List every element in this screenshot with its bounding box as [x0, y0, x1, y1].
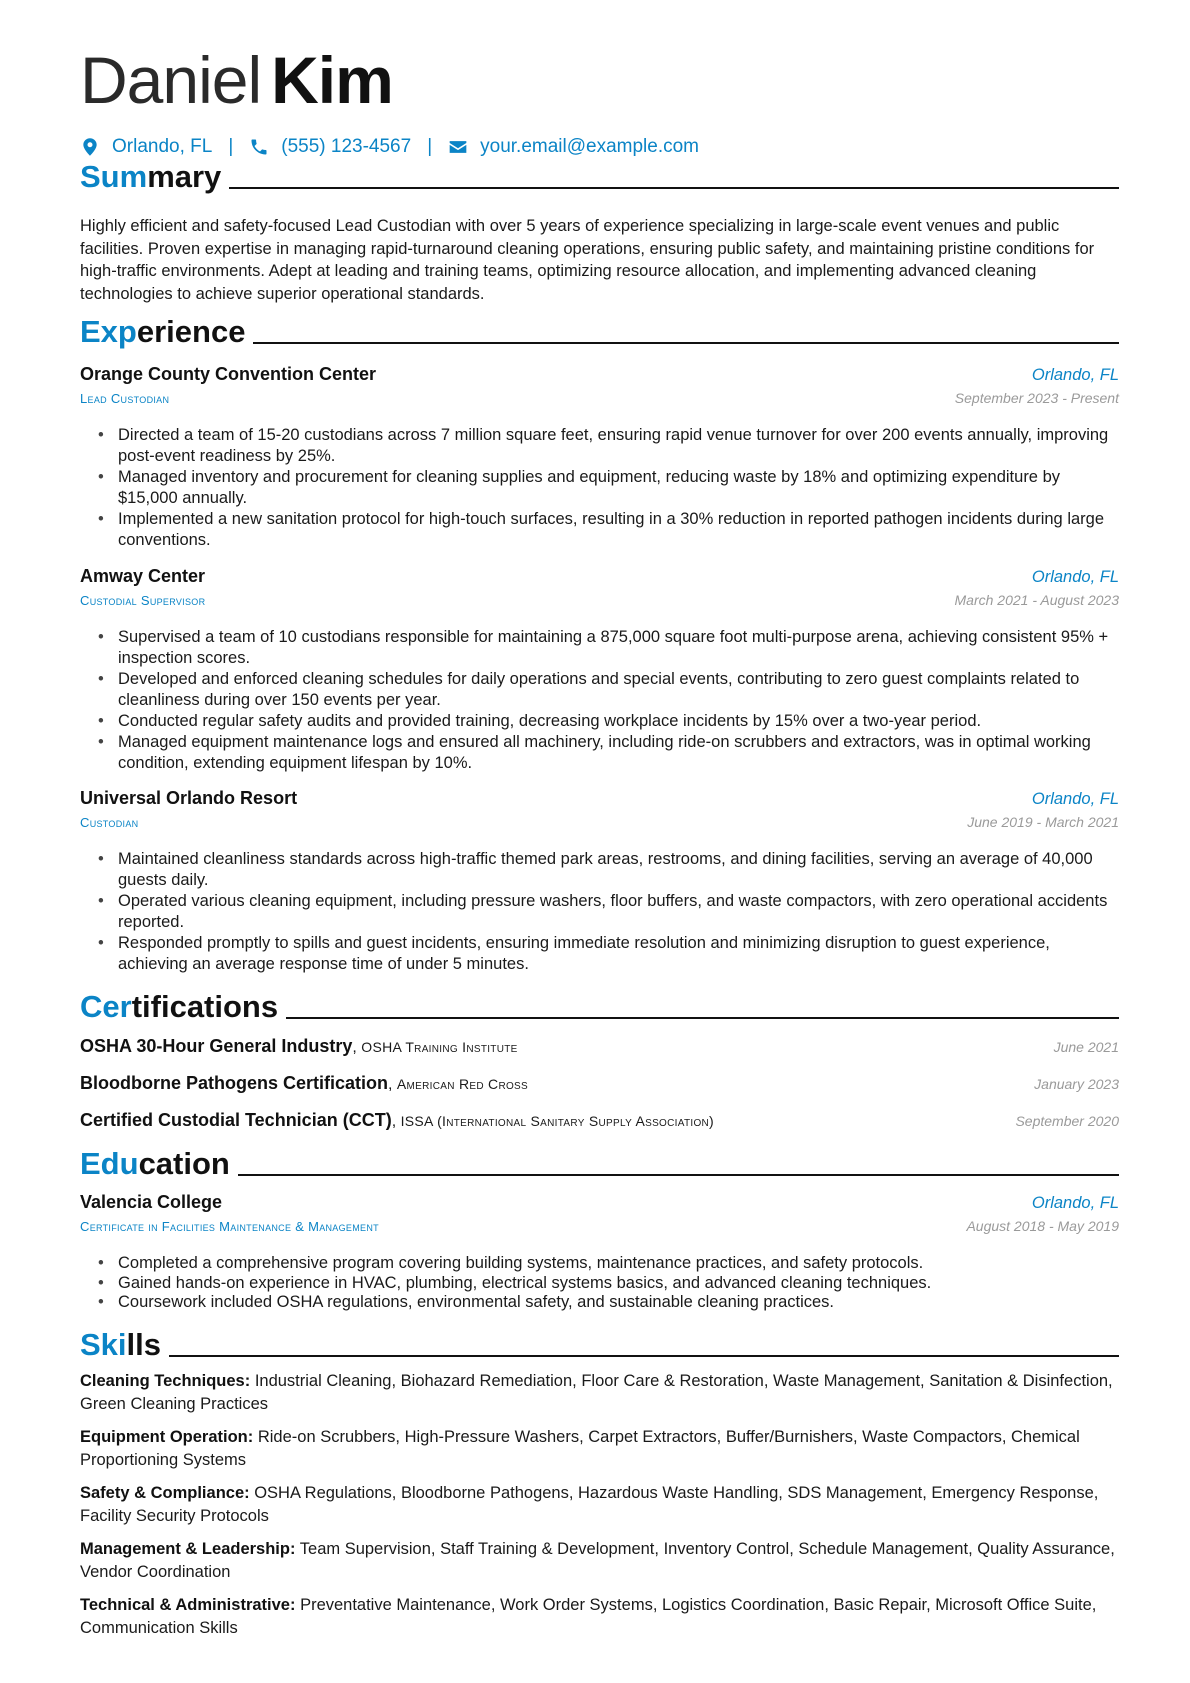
location-text: Orlando, FL	[112, 136, 213, 157]
section-rule	[238, 1174, 1119, 1176]
skill-value: Team Supervision, Staff Training & Development, Inventory Control, Schedule Management, Quality Assurance, Vendor Coordination	[80, 1540, 1115, 1581]
skill-label: Equipment Operation:	[80, 1428, 254, 1446]
list-item: • Managed equipment maintenance logs and ensured all machinery, including ride-on scrubbers and extractors, was in optimal working condition, extending equipment lifespan by 10%.	[98, 732, 1119, 774]
skill-label: Cleaning Techniques:	[80, 1372, 251, 1390]
skill-value: Ride-on Scrubbers, High-Pressure Washers, Carpet Extractors, Buffer/Burnishers, Waste Compactors, Chemical Proportioning Systems	[80, 1428, 1080, 1469]
skill-label: Technical & Administrative:	[80, 1596, 296, 1614]
degree: Certificate in Facilities Maintenance & Management	[80, 1219, 379, 1234]
phone-icon	[249, 137, 269, 157]
contact-separator: |	[427, 136, 433, 157]
first-name: Daniel	[80, 43, 262, 117]
list-item: • Gained hands-on experience in HVAC, plumbing, electrical systems basics, and advanced cleaning techniques.	[98, 1274, 1119, 1294]
education-dates: August 2018 - May 2019	[966, 1218, 1119, 1234]
education-bullets	[98, 1254, 1119, 1313]
job-role: Custodial Supervisor	[80, 593, 206, 608]
contact-separator: |	[228, 136, 234, 157]
skill-value: Preventative Maintenance, Work Order Systems, Logistics Coordination, Basic Repair, Microsoft Office Suite, Communication Skills	[80, 1596, 1097, 1637]
skill-row	[80, 1370, 1119, 1415]
skill-row	[80, 1538, 1119, 1583]
list-item: • Coursework included OSHA regulations, environmental safety, and sustainable cleaning practices.	[98, 1293, 1119, 1313]
summary-text: Highly efficient and safety-focused Lead Custodian with over 5 years of experience specializing in large-scale event venues and public facilities. Proven expertise in managing rapid-turnaround cleaning operations, ensuring public safety, and maintaining pristine conditions for high-traffic environments. Adept at leading and training teams, optimizing resource allocation, and implementing advanced cleaning technologies to achieve superior operational standards.	[80, 217, 1095, 303]
list-item: • Operated various cleaning equipment, including pressure washers, floor buffers, and waste compactors, with zero operational accidents reported.	[98, 891, 1119, 933]
list-item: • Conducted regular safety audits and provided training, decreasing workplace incidents by 15% over a two-year period.	[98, 711, 1119, 732]
list-item: • Completed a comprehensive program covering building systems, maintenance practices, and safety protocols.	[98, 1254, 1119, 1274]
job-header	[80, 788, 1119, 812]
cert-issuer: American Red Cross	[396, 1076, 528, 1092]
job-bullets	[98, 425, 1119, 551]
list-item: • Maintained cleanliness standards across high-traffic themed park areas, restrooms, and dining facilities, serving an average of 40,000 guests daily.	[98, 849, 1119, 891]
job-bullets	[98, 627, 1119, 774]
list-item: • Directed a team of 15-20 custodians across 7 million square feet, ensuring rapid venue turnover for over 200 events annually, improving post-event readiness by 25%.	[98, 425, 1119, 467]
envelope-icon	[448, 137, 468, 157]
cert-date: June 2021	[1053, 1039, 1119, 1055]
job-dates: June 2019 - March 2021	[967, 814, 1119, 830]
cert-row: Bloodborne Pathogens Certification, American Red Cross January 2023	[80, 1073, 1119, 1093]
candidate-name	[80, 40, 393, 120]
skill-row	[80, 1594, 1119, 1639]
job-header	[80, 566, 1119, 590]
school-location: Orlando, FL	[1031, 1194, 1119, 1212]
summary-heading: Summary	[80, 155, 1119, 195]
cert-name: OSHA 30-Hour General Industry	[80, 1036, 353, 1056]
job-dates: September 2023 - Present	[954, 390, 1119, 406]
job-header	[80, 364, 1119, 388]
job-org: Amway Center	[80, 566, 206, 586]
list-item: • Managed inventory and procurement for cleaning supplies and equipment, reducing waste by 18% and optimizing expenditure by $15,000 annually.	[98, 467, 1119, 509]
list-item: • Supervised a team of 10 custodians responsible for maintaining a 875,000 square foot multi-purpose arena, achieving consistent 95% + inspection scores.	[98, 627, 1119, 669]
cert-issuer: OSHA Training Institute	[361, 1039, 518, 1055]
section-rule	[229, 187, 1119, 189]
experience-heading: Experience	[80, 310, 1119, 350]
skill-row	[80, 1426, 1119, 1471]
cert-date: September 2020	[1015, 1113, 1119, 1129]
job-subheader	[80, 592, 1119, 612]
cert-issuer: ISSA (International Sanitary Supply Association)	[400, 1113, 715, 1129]
skill-value: Industrial Cleaning, Biohazard Remediation, Floor Care & Restoration, Waste Management, Sanitation & Disinfection, Green Cleaning Practices	[80, 1372, 1113, 1413]
education-heading: Education	[80, 1142, 1119, 1182]
section-rule	[286, 1017, 1119, 1019]
phone-text[interactable]: (555) 123-4567	[281, 136, 412, 157]
job-org: Universal Orlando Resort	[80, 788, 298, 808]
education-subheader	[80, 1218, 1119, 1238]
skill-value: OSHA Regulations, Bloodborne Pathogens, Hazardous Waste Handling, SDS Management, Emergency Response, Facility Security Protocols	[80, 1484, 1099, 1525]
job-bullets	[98, 849, 1119, 975]
section-rule	[169, 1355, 1119, 1357]
job-location: Orlando, FL	[1031, 568, 1119, 586]
section-rule	[253, 342, 1119, 344]
skill-row	[80, 1482, 1119, 1527]
cert-date: January 2023	[1034, 1076, 1119, 1092]
last-name: Kim	[271, 43, 393, 117]
job-location: Orlando, FL	[1031, 790, 1119, 808]
certifications-heading: Certifications	[80, 985, 1119, 1025]
cert-name: Bloodborne Pathogens Certification	[80, 1073, 389, 1093]
job-subheader	[80, 390, 1119, 410]
map-pin-icon	[80, 137, 100, 157]
job-location: Orlando, FL	[1031, 366, 1119, 384]
skills-heading: Skills	[80, 1323, 1119, 1363]
job-role: Custodian	[80, 815, 139, 830]
list-item: • Implemented a new sanitation protocol for high-touch surfaces, resulting in a 30% reduction in reported pathogen incidents during large conventions.	[98, 509, 1119, 551]
job-dates: March 2021 - August 2023	[954, 592, 1119, 608]
cert-row: OSHA 30-Hour General Industry, OSHA Training Institute June 2021	[80, 1036, 1119, 1056]
education-header	[80, 1192, 1119, 1216]
job-role: Lead Custodian	[80, 391, 170, 406]
list-item: • Responded promptly to spills and guest incidents, ensuring immediate resolution and minimizing disruption to guest experience, achieving an average response time of under 5 minutes.	[98, 933, 1119, 975]
email-link[interactable]: your.email@example.com	[480, 136, 700, 157]
skill-label: Management & Leadership:	[80, 1540, 296, 1558]
job-subheader	[80, 814, 1119, 834]
job-org: Orange County Convention Center	[80, 364, 377, 384]
cert-name: Certified Custodial Technician (CCT)	[80, 1110, 392, 1130]
cert-row: Certified Custodial Technician (CCT), ISSA (International Sanitary Supply Association) September 2020	[80, 1110, 1119, 1130]
school-name: Valencia College	[80, 1192, 223, 1212]
skill-label: Safety & Compliance:	[80, 1484, 250, 1502]
list-item: • Developed and enforced cleaning schedules for daily operations and special events, contributing to zero guest complaints related to cleanliness during over 150 events per year.	[98, 669, 1119, 711]
